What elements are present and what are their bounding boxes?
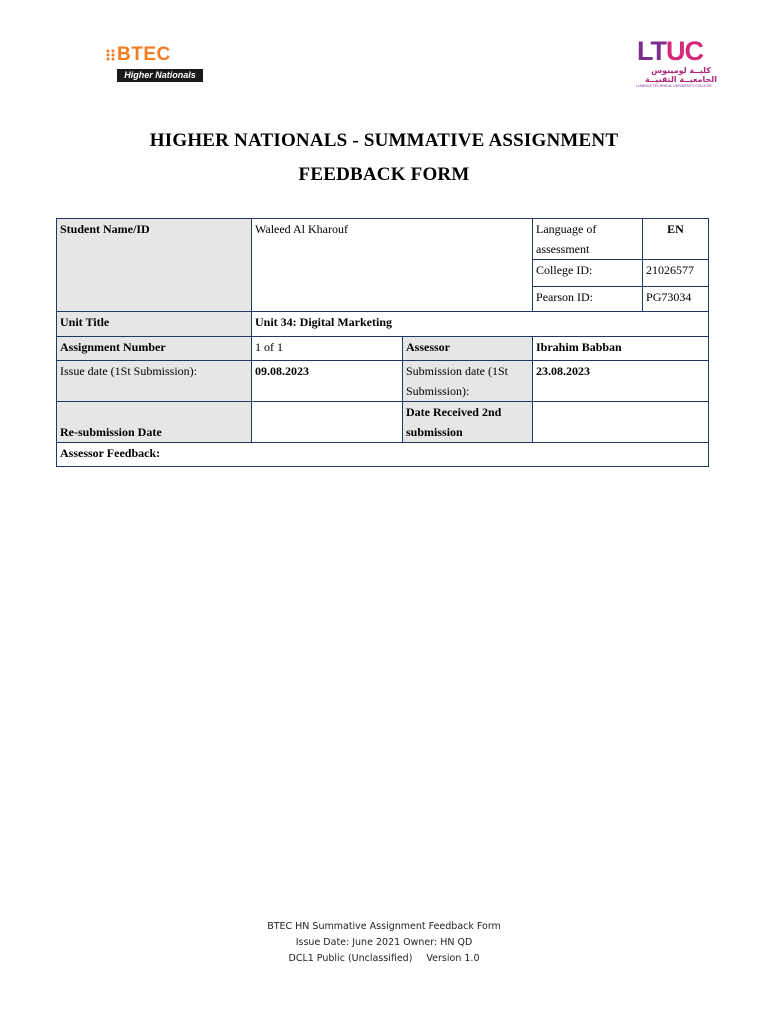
btec-brand: BTEC (117, 44, 171, 65)
resubmission-date-label: Re-submission Date (57, 402, 252, 443)
issue-date-label: Issue date (1St Submission): (57, 361, 252, 402)
unit-title-label: Unit Title (57, 312, 252, 337)
pearson-id-value[interactable]: PG73034 (643, 287, 709, 312)
assignment-number-value[interactable]: 1 of 1 (252, 337, 403, 361)
btec-tagline: Higher Nationals (117, 69, 203, 82)
footer-form-name: BTEC HN Summative Assignment Feedback Form (267, 921, 501, 932)
footer-issue-date: Issue Date: June 2021 Owner: HN QD (295, 937, 473, 948)
feedback-form-table (56, 218, 709, 467)
ltuc-brand: LTUC (637, 36, 703, 66)
college-id-value[interactable]: 21026577 (643, 260, 709, 287)
form-title-line2: FEEDBACK FORM (298, 164, 470, 185)
form-title-line1: HIGHER NATIONALS - SUMMATIVE ASSIGNMENT (149, 130, 619, 151)
assessor-value[interactable]: Ibrahim Babban (533, 337, 709, 361)
date-received-value[interactable] (533, 402, 709, 443)
issue-date-value[interactable]: 09.08.2023 (252, 361, 403, 402)
student-name-label: Student Name/ID (57, 219, 252, 312)
submission-date-label: Submission date (1St Submission): (403, 361, 533, 402)
date-received-label: Date Received 2nd submission (403, 402, 533, 443)
language-label: Language of assessment (533, 219, 643, 260)
assignment-number-label: Assignment Number (57, 337, 252, 361)
assessor-feedback-label[interactable]: Assessor Feedback: (57, 443, 709, 467)
student-name-value[interactable]: Waleed Al Kharouf (252, 219, 533, 312)
assessor-label: Assessor (403, 337, 533, 361)
ltuc-arabic-name: كليــة لومينوس الجامعيــة التقنيــة (645, 66, 717, 84)
unit-title-value[interactable]: Unit 34: Digital Marketing (252, 312, 709, 337)
college-id-label: College ID: (533, 260, 643, 287)
language-value[interactable]: EN (643, 219, 709, 260)
btec-dots-icon (105, 48, 117, 62)
footer-classification: DCL1 Public (Unclassified) Version 1.0 (288, 953, 480, 964)
resubmission-date-value[interactable] (252, 402, 403, 443)
btec-logo (97, 42, 209, 88)
submission-date-value[interactable]: 23.08.2023 (533, 361, 709, 402)
ltuc-english-name: LUMINUS TECHNICAL UNIVERSITY COLLEGE (636, 84, 712, 88)
pearson-id-label: Pearson ID: (533, 287, 643, 312)
ltuc-logo (634, 36, 730, 92)
